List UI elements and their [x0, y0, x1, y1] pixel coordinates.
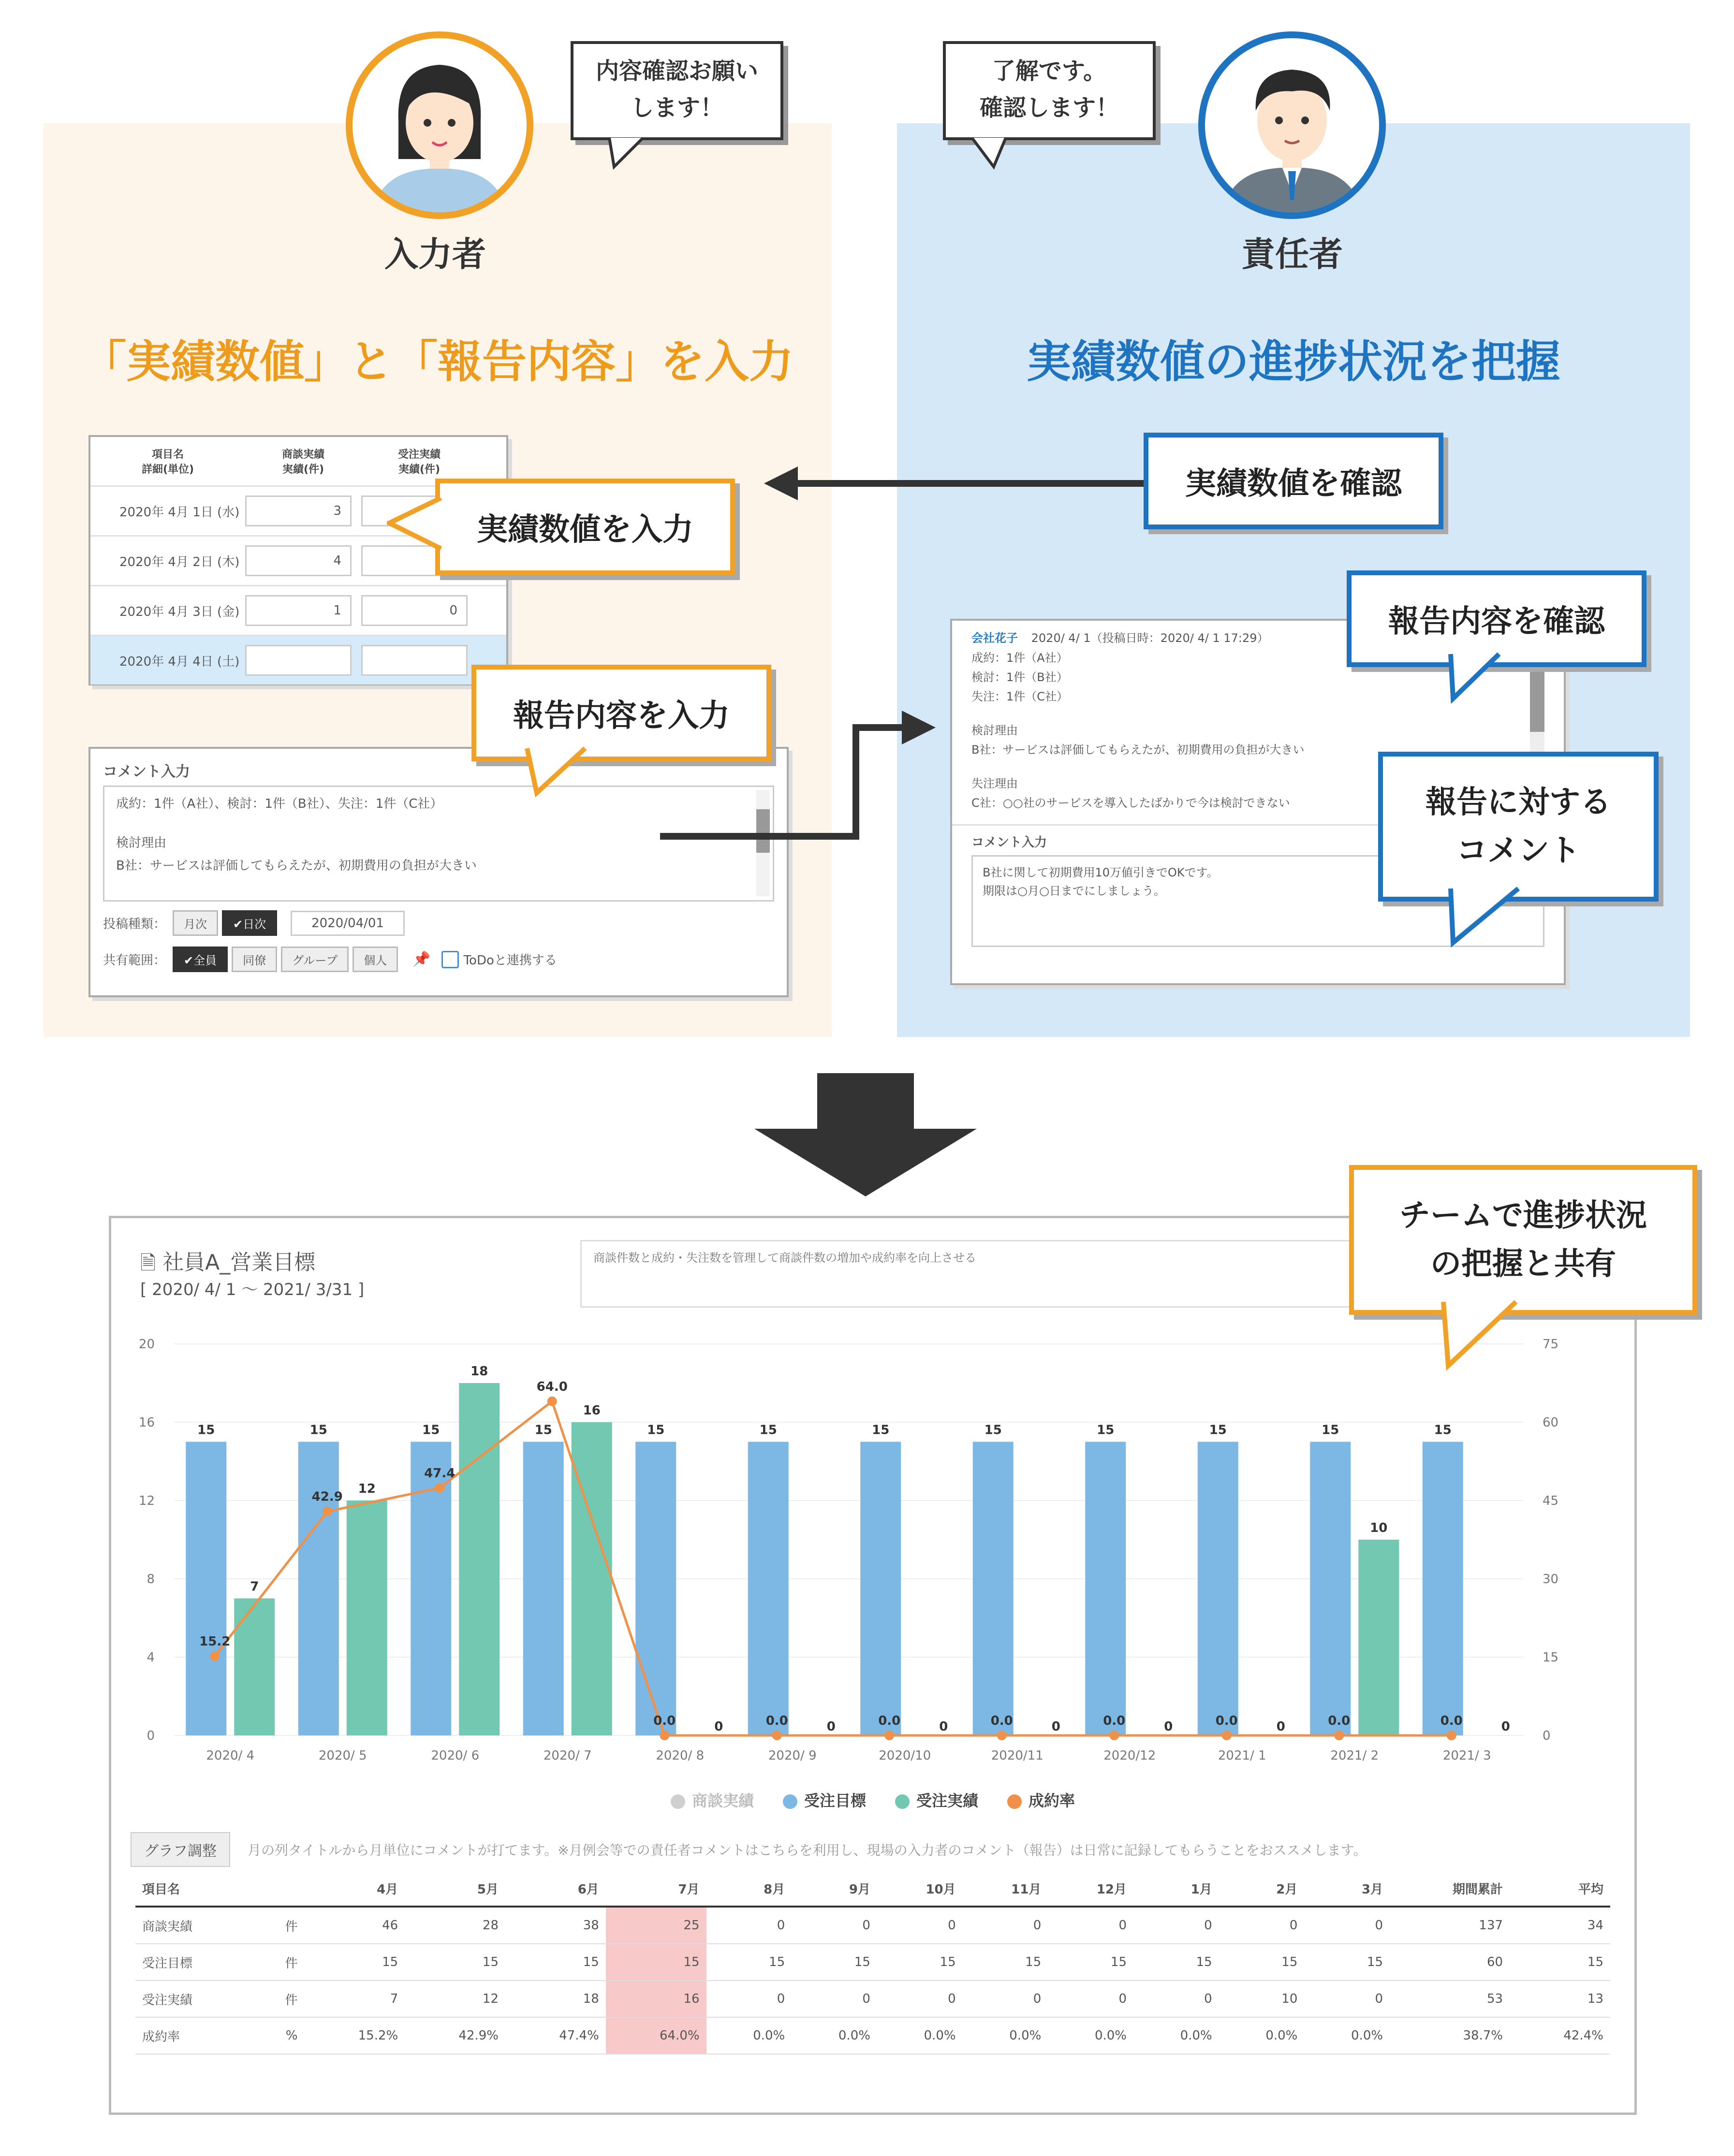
table-cell: 15 — [792, 1944, 877, 1981]
line-value-label: 47.4 — [424, 1466, 456, 1481]
table-row — [135, 1907, 1610, 1944]
table-cell: 34 — [1510, 1907, 1610, 1944]
column-header[interactable] — [255, 1871, 304, 1907]
table-cell: 18 — [505, 1981, 606, 2017]
enter-report-callout-tail — [522, 744, 590, 798]
value-input[interactable]: 0 — [361, 595, 468, 626]
x-tick-label: 2020/ 7 — [543, 1748, 592, 1763]
manager-role-label: 責任者 — [1241, 234, 1343, 274]
line-point — [210, 1651, 220, 1661]
graph-adjust-button[interactable]: グラフ調整 — [131, 1832, 230, 1867]
data-table — [135, 1871, 1610, 2054]
bar-value-label: 15 — [647, 1423, 665, 1438]
column-header[interactable]: 項目名 — [135, 1871, 255, 1907]
table-cell: 15 — [1304, 1944, 1390, 1981]
column-header[interactable]: 期間累計 — [1390, 1871, 1510, 1907]
bar-受注目標 — [1085, 1442, 1126, 1736]
comment-on-report-callout: 報告に対する コメント — [1378, 752, 1659, 902]
input-values-table: 項目名 詳細(単位) 商談実績 実績(件) 受注実績 実績(件) 2020年 4月 1日 (水) 3 2020年 4月 2日 (木) 4 2020年 4月 3日 (金) 1 0 2020年 4月 4日 (土) — [88, 435, 508, 685]
value-input[interactable]: 3 — [245, 495, 352, 526]
table-row: 2020年 4月 4日 (土) — [90, 635, 506, 685]
table-row — [135, 1981, 1610, 2017]
share-peer-toggle[interactable]: 同僚 — [232, 947, 277, 972]
column-header[interactable]: 1月 — [1133, 1871, 1219, 1907]
column-header[interactable]: 4月 — [304, 1871, 405, 1907]
table-cell: 25 — [606, 1907, 706, 1944]
table-cell: 0.0% — [877, 2017, 963, 2054]
bar-value-label: 15 — [1209, 1423, 1227, 1438]
manager-speech-bubble: 了解です。 確認します！ — [943, 41, 1156, 140]
pin-icon[interactable]: 📌 — [412, 951, 431, 968]
post-date-input[interactable]: 2020/04/01 — [291, 911, 405, 936]
legend-marker — [1007, 1794, 1022, 1809]
table-cell: 0 — [1048, 1981, 1133, 2017]
table-cell: 7 — [304, 1981, 405, 2017]
share-all-toggle[interactable]: ✔全員 — [173, 947, 228, 972]
table-cell: 15.2% — [304, 2017, 405, 2054]
check-values-arrow — [754, 459, 1165, 508]
left-tick-label: 20 — [138, 1337, 155, 1352]
chart-period: [ 2020/ 4/ 1 ～ 2021/ 3/31 ] — [140, 1280, 365, 1299]
table-cell: 0.0% — [792, 2017, 877, 2054]
share-group-toggle[interactable]: グループ — [281, 947, 349, 972]
table-cell: 0 — [963, 1981, 1048, 2017]
table-cell: 10 — [1219, 1981, 1305, 2017]
legend-item[interactable] — [783, 1789, 866, 1811]
table-cell: 件 — [255, 1907, 304, 1944]
bar-受注目標 — [973, 1442, 1014, 1736]
table-cell: 46 — [304, 1907, 405, 1944]
line-value-label: 42.9 — [311, 1489, 343, 1504]
column-header[interactable]: 平均 — [1510, 1871, 1610, 1907]
bar-受注目標 — [1310, 1442, 1351, 1736]
table-cell: 60 — [1390, 1944, 1510, 1981]
line-point — [1222, 1731, 1232, 1740]
enter-report-callout: 報告内容を入力 — [471, 665, 771, 761]
line-point — [1334, 1731, 1344, 1740]
table-cell: 15 — [1219, 1944, 1305, 1981]
table-cell: 0 — [1048, 1907, 1133, 1944]
manager-person-avatar — [1198, 31, 1386, 219]
goal-chart-panel — [109, 1216, 1637, 2115]
bar-value-label: 12 — [358, 1482, 376, 1496]
chart-title[interactable]: 社員A_営業目標 — [162, 1250, 316, 1275]
column-header[interactable]: 7月 — [606, 1871, 706, 1907]
line-value-label: 0.0 — [878, 1714, 901, 1728]
line-point — [547, 1397, 557, 1406]
x-tick-label: 2020/ 5 — [318, 1748, 367, 1763]
bar-value-label: 0 — [1276, 1719, 1285, 1734]
table-cell: 0 — [963, 1907, 1048, 1944]
input-speech-tail — [604, 138, 653, 176]
x-tick-label: 2021/ 3 — [1442, 1748, 1491, 1763]
bar-受注目標 — [1198, 1442, 1238, 1736]
enter-values-callout: 実績数値を入力 — [435, 479, 735, 575]
table-cell: 0 — [1304, 1981, 1390, 2017]
table-cell: 64.0% — [606, 2017, 706, 2054]
table-cell: 0 — [1133, 1981, 1219, 2017]
table-cell: 16 — [606, 1981, 706, 2017]
line-point — [660, 1731, 669, 1740]
line-point — [997, 1731, 1007, 1740]
legend-item[interactable] — [895, 1789, 978, 1811]
bar-value-label: 15 — [1322, 1423, 1339, 1438]
bar-value-label: 15 — [309, 1423, 327, 1438]
bar-value-label: 0 — [939, 1719, 948, 1734]
line-point — [323, 1507, 332, 1516]
bar-value-label: 16 — [583, 1403, 601, 1418]
report-flow-arrow — [658, 701, 948, 860]
legend-marker — [783, 1794, 797, 1809]
manager-speech-tail — [967, 138, 1015, 176]
table-cell: 0 — [1304, 1907, 1390, 1944]
bar-受注目標 — [523, 1442, 564, 1736]
goal-chart — [111, 1325, 1634, 1774]
legend-label: 商談実績 — [691, 1792, 754, 1810]
table-cell: 0 — [792, 1981, 877, 2017]
table-row — [135, 1944, 1610, 1981]
chart-legend — [111, 1789, 1634, 1811]
column-header[interactable]: 8月 — [706, 1871, 792, 1907]
x-tick-label: 2021/ 1 — [1218, 1748, 1266, 1763]
bar-value-label: 10 — [1370, 1521, 1388, 1535]
line-point — [1447, 1731, 1456, 1740]
table-cell: 42.9% — [405, 2017, 505, 2054]
table-cell: 0.0% — [1219, 2017, 1305, 2054]
bar-受注実績 — [459, 1383, 500, 1735]
column-header[interactable]: 9月 — [792, 1871, 877, 1907]
table-cell: 15 — [1048, 1944, 1133, 1981]
table-cell: 0 — [877, 1981, 963, 2017]
line-value-label: 64.0 — [536, 1379, 568, 1394]
bar-受注目標 — [186, 1442, 226, 1736]
document-icon: 🗎 — [140, 1252, 156, 1274]
check-report-callout: 報告内容を確認 — [1347, 570, 1646, 667]
todo-checkbox[interactable] — [441, 951, 459, 968]
column-header[interactable]: 11月 — [963, 1871, 1048, 1907]
x-tick-label: 2020/ 6 — [431, 1748, 480, 1763]
right-tick-label: 45 — [1543, 1494, 1559, 1508]
table-cell: 0 — [877, 1907, 963, 1944]
value-input[interactable]: 1 — [245, 595, 352, 626]
chart-description: 商談件数と成約・失注数を管理して商談件数の増加や成約率を向上させる — [580, 1240, 1499, 1308]
line-value-label: 0.0 — [1440, 1714, 1463, 1728]
table-cell: 件 — [255, 1981, 304, 2017]
bar-value-label: 7 — [250, 1579, 259, 1594]
left-tick-label: 8 — [147, 1572, 155, 1587]
enter-values-callout-tail — [387, 498, 442, 551]
table-row: 2020年 4月 3日 (金) 1 0 — [90, 585, 506, 635]
line-point — [435, 1483, 444, 1493]
x-tick-label: 2020/ 4 — [206, 1748, 255, 1763]
line-point — [884, 1731, 894, 1740]
table-cell: 15 — [877, 1944, 963, 1981]
left-tick-label: 4 — [147, 1650, 155, 1665]
table-cell: 12 — [405, 1981, 505, 2017]
report-view-panel: 会社花子 2020/ 4/ 1（投稿日時：2020/ 4/ 1 17:29） 成約：1件（A社） 検討：1件（B社） 失注：1件（C社） 検討理由 B社：サービスは評価してもらえたが、初期費用の負担が大きい 失注理由 C社：○○社のサービスを導入したばかりで今は検討できない コメント入力 B社に関して初期費用10万値引きでOKです。 期限は○月○日までにしましょう。 — [950, 619, 1566, 985]
manager-comment-textarea[interactable]: B社に関して初期費用10万値引きでOKです。 期限は○月○日までにしましょう。 — [971, 855, 1544, 947]
bar-受注実績 — [1358, 1540, 1399, 1735]
bar-value-label: 15 — [872, 1423, 890, 1438]
bar-value-label: 15 — [534, 1423, 552, 1438]
bar-value-label: 15 — [422, 1423, 440, 1438]
bar-受注目標 — [635, 1442, 676, 1736]
comment-textarea[interactable]: 成約：1件（A社）、検討：1件（B社）、失注：1件（C社） 検討理由 B社：サービスは評価してもらえたが、初期費用の負担が大きい — [103, 786, 774, 902]
input-person-avatar — [346, 31, 533, 219]
line-value-label: 0.0 — [990, 1714, 1013, 1728]
line-value-label: 15.2 — [199, 1634, 231, 1649]
value-input[interactable] — [361, 645, 468, 676]
table-cell: 28 — [405, 1907, 505, 1944]
table-cell: 38.7% — [1390, 2017, 1510, 2054]
legend-label: 受注実績 — [916, 1792, 979, 1810]
legend-marker — [895, 1794, 910, 1809]
table-cell: 0.0% — [706, 2017, 792, 2054]
monthly-toggle[interactable]: 月次 — [173, 910, 218, 936]
table-row: 2020年 4月 1日 (水) 3 — [90, 485, 506, 535]
x-tick-label: 2020/ 8 — [656, 1748, 705, 1763]
right-tick-label: 60 — [1543, 1415, 1559, 1430]
scrollbar-thumb[interactable] — [1530, 664, 1544, 732]
bar-value-label: 15 — [984, 1423, 1002, 1438]
table-cell: 受注実績 — [135, 1981, 255, 2017]
table-cell: 0 — [706, 1981, 792, 2017]
table-header-row — [135, 1871, 1610, 1907]
line-value-label: 0.0 — [1103, 1714, 1126, 1728]
bar-受注目標 — [860, 1442, 901, 1736]
table-cell: 件 — [255, 1944, 304, 1981]
table-cell: 15 — [706, 1944, 792, 1981]
table-cell: 13 — [1510, 1981, 1610, 2017]
value-input[interactable] — [245, 645, 352, 676]
table-cell: 0 — [792, 1907, 877, 1944]
table-cell: 38 — [505, 1907, 606, 1944]
bar-value-label: 15 — [759, 1423, 777, 1438]
column-header[interactable]: 5月 — [405, 1871, 505, 1907]
bar-value-label: 0 — [826, 1719, 836, 1734]
line-value-label: 0.0 — [653, 1714, 676, 1728]
table-cell: 15 — [1133, 1944, 1219, 1981]
bar-受注実績 — [572, 1422, 612, 1735]
check-report-callout-tail — [1446, 650, 1504, 703]
bar-受注目標 — [298, 1442, 339, 1736]
bar-value-label: 18 — [470, 1364, 488, 1379]
bar-value-label: 0 — [1164, 1719, 1173, 1734]
right-tick-label: 0 — [1543, 1729, 1551, 1743]
value-input[interactable]: 4 — [245, 545, 352, 576]
x-tick-label: 2020/12 — [1103, 1748, 1156, 1763]
check-values-callout: 実績数値を確認 — [1144, 433, 1443, 529]
table-cell: 0 — [1133, 1907, 1219, 1944]
table-cell: 0.0% — [1304, 2017, 1390, 2054]
table-row: 2020年 4月 2日 (木) 4 — [90, 535, 506, 585]
left-tick-label: 16 — [138, 1415, 155, 1430]
bar-value-label: 0 — [1501, 1719, 1510, 1734]
x-tick-label: 2020/10 — [879, 1748, 931, 1763]
table-cell: 15 — [405, 1944, 505, 1981]
right-tick-label: 15 — [1543, 1650, 1559, 1665]
bar-受注目標 — [1423, 1442, 1463, 1736]
bar-受注実績 — [347, 1500, 387, 1735]
bar-value-label: 0 — [714, 1719, 723, 1734]
table-cell: 15 — [963, 1944, 1048, 1981]
input-heading: 「実績数値」と「報告内容」を入力 — [81, 336, 794, 388]
comment-callout-tail — [1446, 885, 1523, 947]
bar-value-label: 15 — [1434, 1423, 1452, 1438]
input-role-label: 入力者 — [384, 234, 486, 274]
column-header[interactable]: 3月 — [1304, 1871, 1390, 1907]
bar-受注目標 — [411, 1442, 451, 1736]
bar-受注目標 — [748, 1442, 789, 1736]
table-cell: 15 — [304, 1944, 405, 1981]
legend-label: 成約率 — [1029, 1792, 1075, 1810]
table-cell: % — [255, 2017, 304, 2054]
column-header[interactable]: 2月 — [1219, 1871, 1305, 1907]
team-sharing-callout: チームで進捗状況 の把握と共有 — [1349, 1165, 1697, 1315]
right-tick-label: 30 — [1543, 1572, 1559, 1587]
table-cell: 成約率 — [135, 2017, 255, 2054]
table-row — [135, 2017, 1610, 2054]
table-cell: 53 — [1390, 1981, 1510, 2017]
table-cell: 15 — [1510, 1944, 1610, 1981]
column-header[interactable]: 12月 — [1048, 1871, 1133, 1907]
comment-input-form: コメント入力 成約：1件（A社）、検討：1件（B社）、失注：1件（C社） 検討理由 B社：サービスは評価してもらえたが、初期費用の負担が大きい 投稿種類： 月次 ✔日次 2020/04/01 共有範囲： ✔全員 同僚 グループ 個人 📌 ToDoと連携する — [88, 747, 789, 997]
line-value-label: 0.0 — [765, 1714, 788, 1728]
table-cell: 0.0% — [1048, 2017, 1133, 2054]
line-成約率 — [215, 1401, 1452, 1735]
left-tick-label: 12 — [138, 1494, 155, 1508]
bar-受注実績 — [234, 1599, 275, 1736]
table-cell: 47.4% — [505, 2017, 606, 2054]
table-cell: 42.4% — [1510, 2017, 1610, 2054]
table-cell: 15 — [606, 1944, 706, 1981]
table-cell: 137 — [1390, 1907, 1510, 1944]
right-tick-label: 75 — [1543, 1337, 1559, 1352]
x-tick-label: 2020/ 9 — [768, 1748, 817, 1763]
table-cell: 商談実績 — [135, 1907, 255, 1944]
table-cell: 15 — [505, 1944, 606, 1981]
x-tick-label: 2021/ 2 — [1330, 1748, 1379, 1763]
line-value-label: 0.0 — [1215, 1714, 1238, 1728]
table-cell: 受注目標 — [135, 1944, 255, 1981]
down-arrow — [754, 1073, 977, 1196]
bar-value-label: 0 — [1051, 1719, 1060, 1734]
bar-value-label: 15 — [1097, 1423, 1115, 1438]
table-cell: 0 — [1219, 1907, 1305, 1944]
legend-marker — [671, 1794, 685, 1809]
bar-value-label: 15 — [197, 1423, 215, 1438]
column-header[interactable]: 6月 — [505, 1871, 606, 1907]
table-note: 月の列タイトルから月単位にコメントが打てます。※月例会等での責任者コメントはこちらを利用し、現場の入力者のコメント（報告）は日常に記録してもらうことをおススメします。 — [248, 1842, 1367, 1858]
left-tick-label: 0 — [147, 1729, 155, 1743]
input-speech-bubble: 内容確認お願い します！ — [571, 41, 783, 140]
report-author[interactable]: 会社花子 — [971, 631, 1018, 645]
share-self-toggle[interactable]: 個人 — [353, 947, 398, 972]
team-callout-tail — [1439, 1298, 1521, 1370]
x-tick-label: 2020/11 — [991, 1748, 1043, 1763]
legend-item[interactable] — [1007, 1789, 1075, 1811]
table-cell: 0.0% — [963, 2017, 1048, 2054]
daily-toggle[interactable]: ✔日次 — [222, 910, 277, 936]
table-cell: 0 — [706, 1907, 792, 1944]
legend-item[interactable] — [671, 1789, 754, 1811]
line-point — [1109, 1731, 1119, 1740]
manager-heading: 実績数値の進捗状況を把握 — [1026, 336, 1560, 388]
line-point — [772, 1731, 782, 1740]
line-value-label: 0.0 — [1328, 1714, 1351, 1728]
legend-label: 受注目標 — [804, 1792, 866, 1810]
column-header[interactable]: 10月 — [877, 1871, 963, 1907]
table-cell: 0.0% — [1133, 2017, 1219, 2054]
